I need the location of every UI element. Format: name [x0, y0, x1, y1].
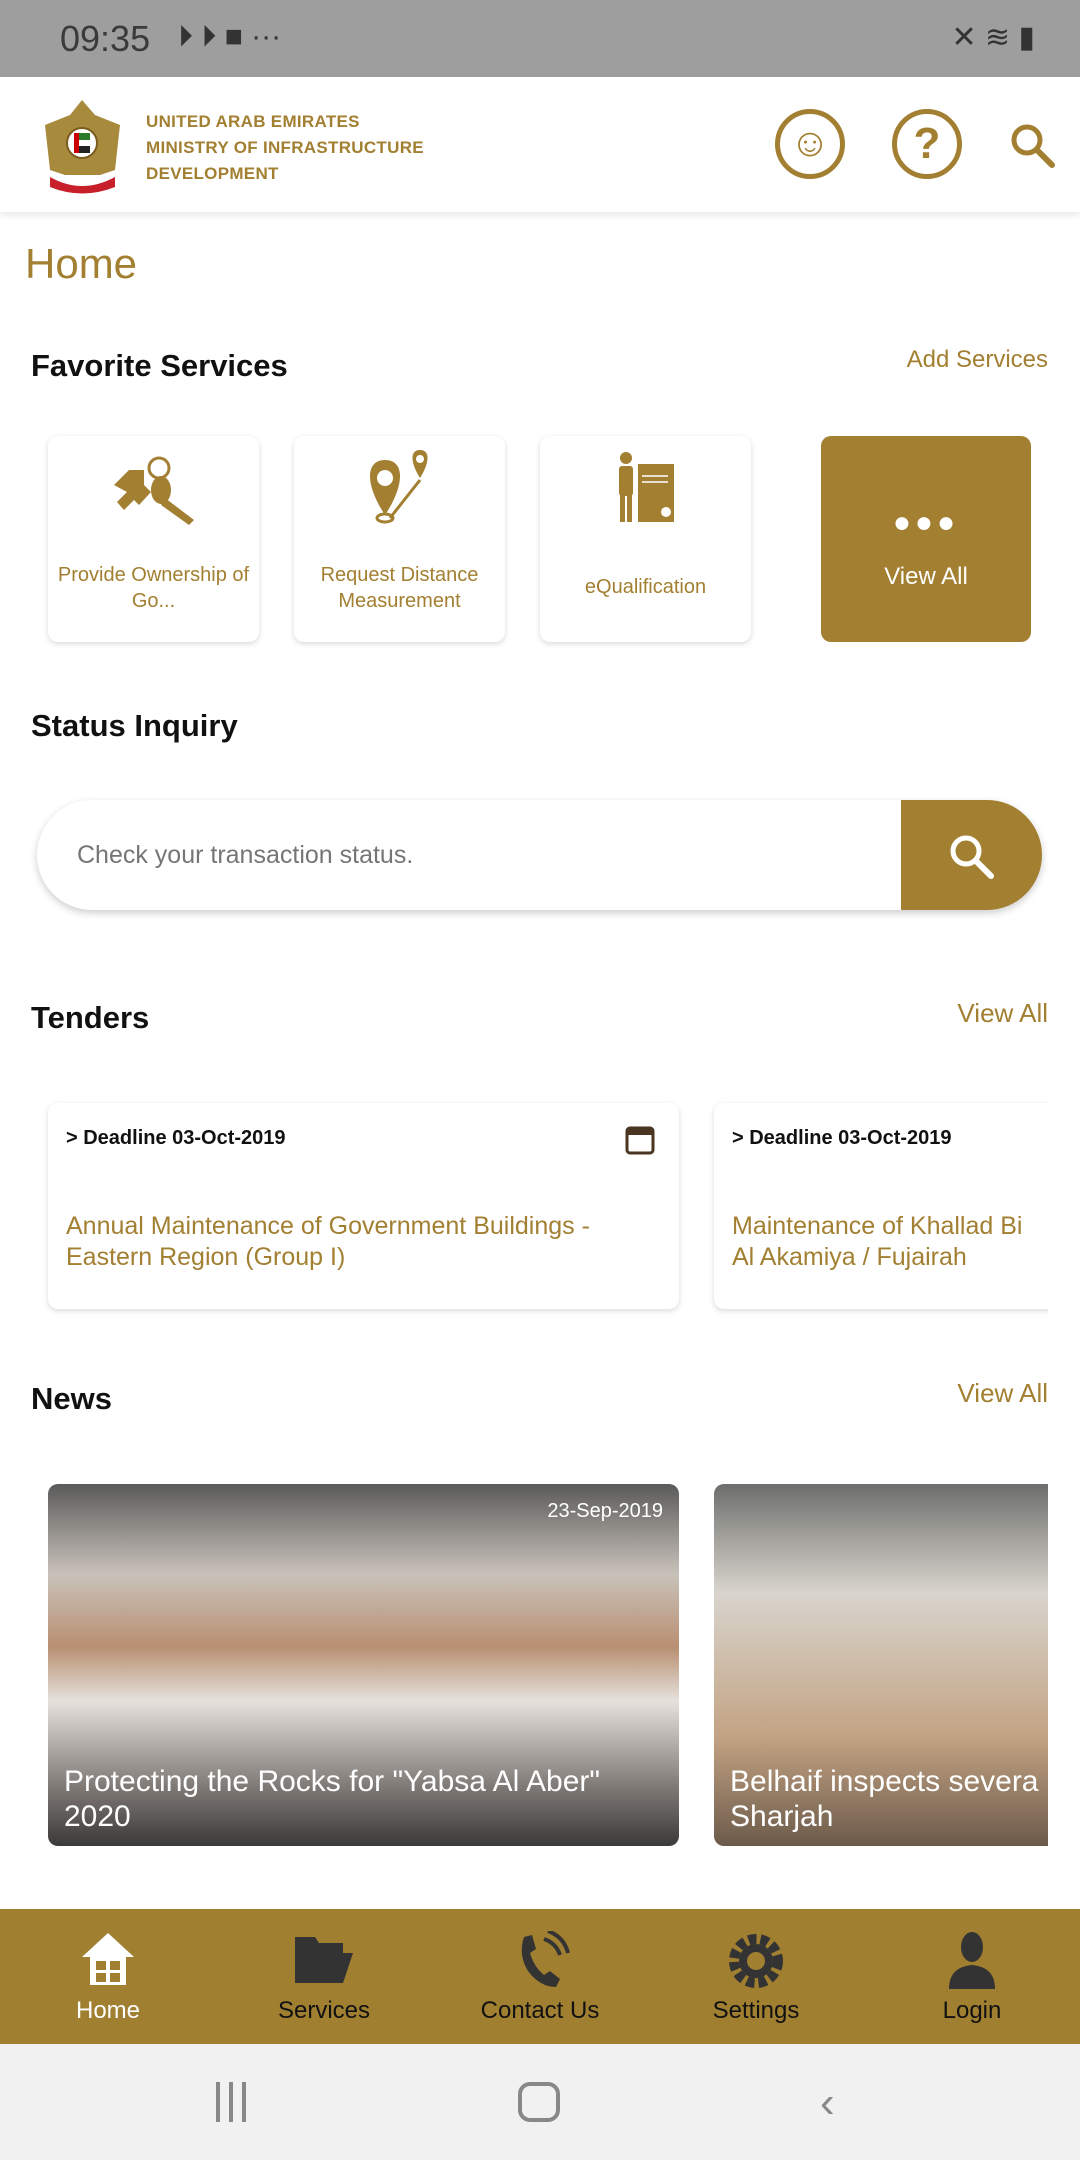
help-question-icon[interactable]: ? — [892, 109, 962, 179]
nav-contact-us[interactable] — [432, 1909, 648, 2044]
uae-emblem-logo — [40, 95, 125, 195]
home-button[interactable] — [518, 2082, 560, 2122]
tender-title: Annual Maintenance of Government Buildings - Eastern Region (Group I) — [66, 1212, 590, 1271]
news-card[interactable] — [714, 1484, 1048, 1846]
service-label: Provide Ownership of Go... — [57, 564, 250, 612]
status-time: 09:35 — [60, 18, 151, 59]
recent-apps-button[interactable] — [216, 2082, 246, 2122]
service-label: eQualification — [584, 576, 707, 598]
org-line-2: MINISTRY OF INFRASTRUCTURE — [146, 138, 424, 157]
org-line-1: UNITED ARAB EMIRATES — [146, 112, 360, 131]
status-search-bar — [37, 800, 1042, 910]
view-all-services-button[interactable] — [821, 436, 1031, 642]
nav-home[interactable] — [0, 1909, 216, 2044]
system-status-icons: ✕ ≋ ▮ — [951, 21, 1035, 54]
bottom-navigation — [0, 1909, 1080, 2044]
news-carousel — [0, 1470, 1048, 1870]
nav-settings[interactable] — [648, 1909, 864, 2044]
nav-label: Contact Us — [480, 1997, 600, 2024]
tender-deadline: > Deadline 03-Oct-2019 — [66, 1127, 286, 1149]
phone-icon — [510, 1931, 570, 1991]
user-icon — [947, 1931, 997, 1991]
location-pins-icon — [350, 450, 450, 530]
search-icon[interactable] — [1008, 121, 1056, 174]
tender-card[interactable] — [714, 1103, 1048, 1309]
tenders-carousel — [0, 1090, 1048, 1330]
service-card-distance[interactable] — [294, 436, 505, 642]
service-card-ownership[interactable] — [48, 436, 259, 642]
org-line-3: DEVELOPMENT — [146, 164, 279, 183]
nav-label: Services — [277, 1997, 371, 2024]
add-services-link[interactable]: Add Services — [906, 346, 1048, 373]
news-view-all-link[interactable]: View All — [957, 1378, 1048, 1408]
news-title: Protecting the Rocks for "Yabsa Al Aber" 2020 — [64, 1765, 601, 1833]
nav-label: Login — [942, 1997, 1002, 2024]
news-date: 23-Sep-2019 — [547, 1500, 663, 1522]
news-card[interactable] — [48, 1484, 679, 1846]
folder-icon — [293, 1931, 355, 1987]
tender-deadline: > Deadline 03-Oct-2019 — [732, 1127, 952, 1149]
news-heading: News — [31, 1381, 112, 1416]
service-label: Request Distance Measurement — [320, 564, 479, 612]
nav-login[interactable] — [864, 1909, 1080, 2044]
system-navigation-bar — [0, 2044, 1080, 2160]
settings-gear-icon — [726, 1931, 786, 1991]
nav-label: Home — [75, 1997, 141, 2024]
nav-services[interactable] — [216, 1909, 432, 2044]
status-bar — [0, 0, 1080, 77]
transaction-status-input[interactable] — [77, 800, 877, 910]
tenders-view-all-link[interactable]: View All — [957, 998, 1048, 1028]
more-dots-icon: ●●● — [892, 506, 960, 539]
nav-label: Settings — [712, 1997, 800, 2024]
ministry-name — [146, 109, 424, 187]
back-button[interactable]: ‹ — [820, 2078, 835, 2127]
calendar-icon[interactable] — [625, 1123, 655, 1155]
app-header — [0, 77, 1080, 212]
status-inquiry-heading: Status Inquiry — [31, 708, 238, 743]
feedback-smiley-icon[interactable]: ☺ — [775, 109, 845, 179]
news-title: Belhaif inspects severa Sharjah — [730, 1765, 1039, 1833]
favorite-services-heading: Favorite Services — [31, 348, 288, 383]
view-all-label: View All — [884, 563, 968, 590]
home-icon — [80, 1931, 136, 1987]
page-title: Home — [25, 240, 138, 287]
notification-icons: ⏵ ⏵ ■ ··· — [178, 20, 282, 53]
tender-card[interactable] — [48, 1103, 679, 1309]
search-icon — [947, 832, 995, 880]
keys-icon — [99, 450, 209, 530]
tenders-heading: Tenders — [31, 1000, 150, 1035]
tender-title: Maintenance of Khallad Bi Al Akamiya / Fujairah — [732, 1212, 1023, 1271]
status-search-button[interactable] — [901, 800, 1042, 910]
service-card-equalification[interactable] — [540, 436, 751, 642]
person-certificate-icon — [606, 450, 686, 530]
